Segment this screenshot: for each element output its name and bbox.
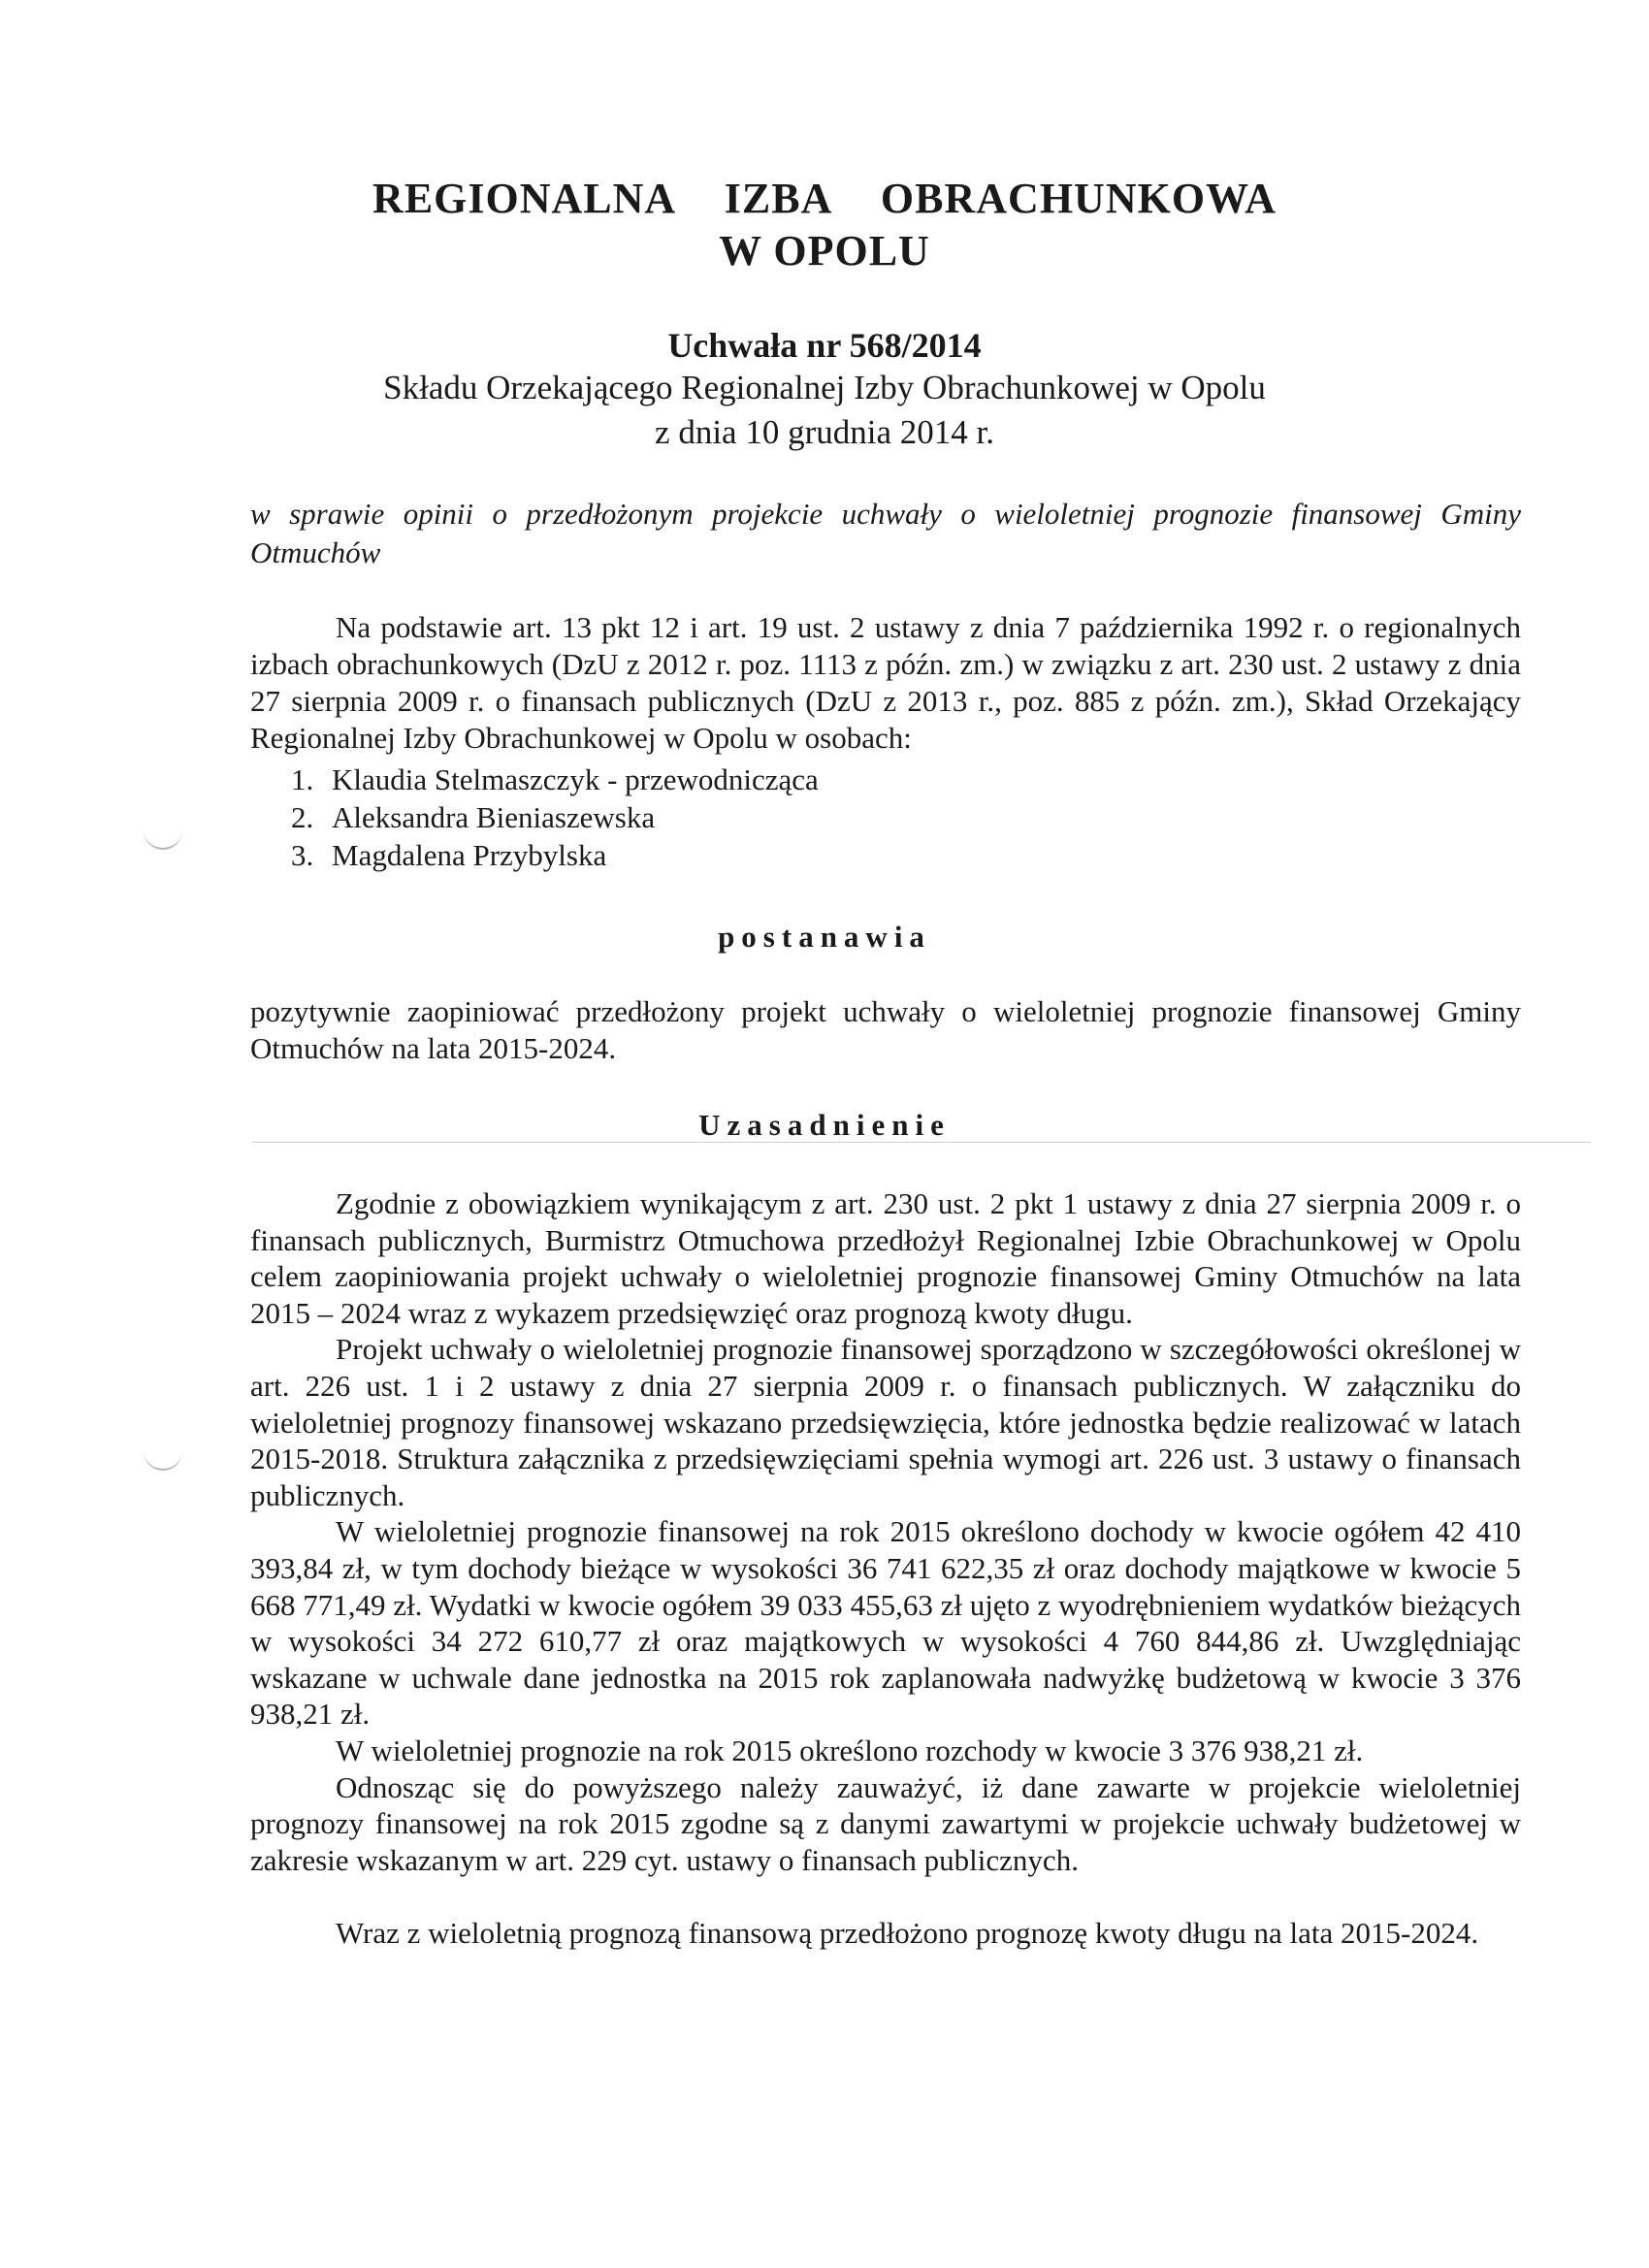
panel-members-list bbox=[291, 761, 819, 874]
decides-heading: postanawia bbox=[718, 920, 931, 954]
resolution-date: z dnia 10 grudnia 2014 r. bbox=[655, 413, 994, 451]
resolution-title: Uchwała nr 568/2014 bbox=[667, 326, 982, 365]
justification-paragraph: Projekt uchwały o wieloletniej prognozie finansowej sporządzono w szczegółowości określonej w art. 226 ust. 1 i 2 ustawy z dnia 27 sierpnia 2009 r. o finansach publicznych. W załączniku do wieloletniej prognozy finansowej wskazano przedsięwzięcia, które jednostka będzie realizować w latach 2015-2018. Struktura załącznika z przedsięwzięciami spełnia wymogi art. 226 ust. 3 ustawy o finansach publicznych. bbox=[250, 1332, 1521, 1512]
list-item-number: 2. bbox=[291, 800, 314, 834]
institution-name bbox=[0, 173, 1649, 225]
legal-basis-paragraph bbox=[250, 609, 1521, 757]
punch-hole-mark bbox=[144, 826, 182, 850]
decision-text: pozytywnie zaopiniować przedłożony projekt uchwały o wieloletniej prognozie finansowej Gminy Otmuchów na lata 2015-2024. bbox=[250, 994, 1521, 1065]
justification-section bbox=[250, 1185, 1521, 1952]
member-name: Magdalena Przybylska bbox=[332, 838, 607, 872]
list-item bbox=[291, 836, 819, 874]
justification-paragraph: Odnosząc się do powyższego należy zauważyć, iż dane zawarte w projekcie wieloletniej prognozy finansowej na rok 2015 zgodne są z danymi zawartymi w projekcie uchwały budżetowej w zakresie wskazanym w art. 229 cyt. ustawy o finansach publicznych. bbox=[250, 1769, 1521, 1877]
justification-paragraph: W wieloletniej prognozie finansowej na rok 2015 określono dochody w kwocie ogółem 42 410 393,84 zł, w tym dochody bieżące w wysokości 36 741 622,35 zł oraz dochody majątkowe w kwocie 5 668 771,49 zł. Wydatki w kwocie ogółem 39 033 455,63 zł ujęto z wyodrębnieniem wydatków bieżących w wysokości 34 272 610,77 zł oraz majątkowych w wysokości 4 760 844,86 zł. Uwzględniając wskazane w uchwale dane jednostka na 2015 rok zaplanowała nadwyżkę budżetową w kwocie 3 376 938,21 zł. bbox=[250, 1514, 1521, 1732]
list-item-number: 1. bbox=[291, 762, 314, 796]
justification-paragraph: Zgodnie z obowiązkiem wynikającym z art. 230 ust. 2 pkt 1 ustawy z dnia 27 sierpnia 2009 r. o finansach publicznych, Burmistrz Otmuchowa przedłożył Regionalnej Izbie Obrachunkowej w Opolu celem zaopiniowania projekt uchwały o wieloletniej prognozie finansowej Gminy Otmuchów na lata 2015 – 2024 wraz z wykazem przedsięwzięć oraz prognozą kwoty długu. bbox=[250, 1186, 1521, 1330]
list-item bbox=[291, 798, 819, 836]
list-item bbox=[291, 761, 819, 798]
justification-paragraph: Wraz z wieloletnią prognozą finansową przedłożono prognozę kwoty długu na lata 2015-2024. bbox=[336, 1916, 1479, 1951]
member-name: Aleksandra Bieniaszewska bbox=[332, 800, 656, 834]
institution-city: W OPOLU bbox=[719, 227, 930, 275]
punch-hole-mark bbox=[144, 1447, 182, 1471]
member-name: Klaudia Stelmaszczyk - przewodnicząca bbox=[332, 762, 819, 796]
resolution-issuer: Składu Orzekającego Regionalnej Izby Obrachunkowej w Opolu bbox=[383, 369, 1266, 406]
justification-heading: Uzasadnienie bbox=[698, 1108, 951, 1142]
justification-paragraph: W wieloletniej prognozie na rok 2015 określono rozchody w kwocie 3 376 938,21 zł. bbox=[336, 1733, 1364, 1767]
decision-paragraph bbox=[250, 993, 1521, 1067]
resolution-subject: w sprawie opinii o przedłożonym projekcie uchwały o wieloletniej prognozie finansowej Gminy Otmuchów bbox=[250, 497, 1521, 569]
legal-basis-text: Na podstawie art. 13 pkt 12 i art. 19 ust. 2 ustawy z dnia 7 października 1992 r. o regionalnych izbach obrachunkowych (DzU z 2012 r. poz. 1113 z późn. zm.) w związku z art. 230 ust. 2 ustawy z dnia 27 sierpnia 2009 r. o finansach publicznych (DzU z 2013 r., poz. 885 z późn. zm.), Skład Orzekający Regionalnej Izby Obrachunkowej w Opolu w osobach: bbox=[250, 610, 1521, 755]
institution-name-line1: REGIONALNA IZBA OBRACHUNKOWA bbox=[372, 175, 1277, 222]
list-item-number: 3. bbox=[291, 838, 314, 872]
